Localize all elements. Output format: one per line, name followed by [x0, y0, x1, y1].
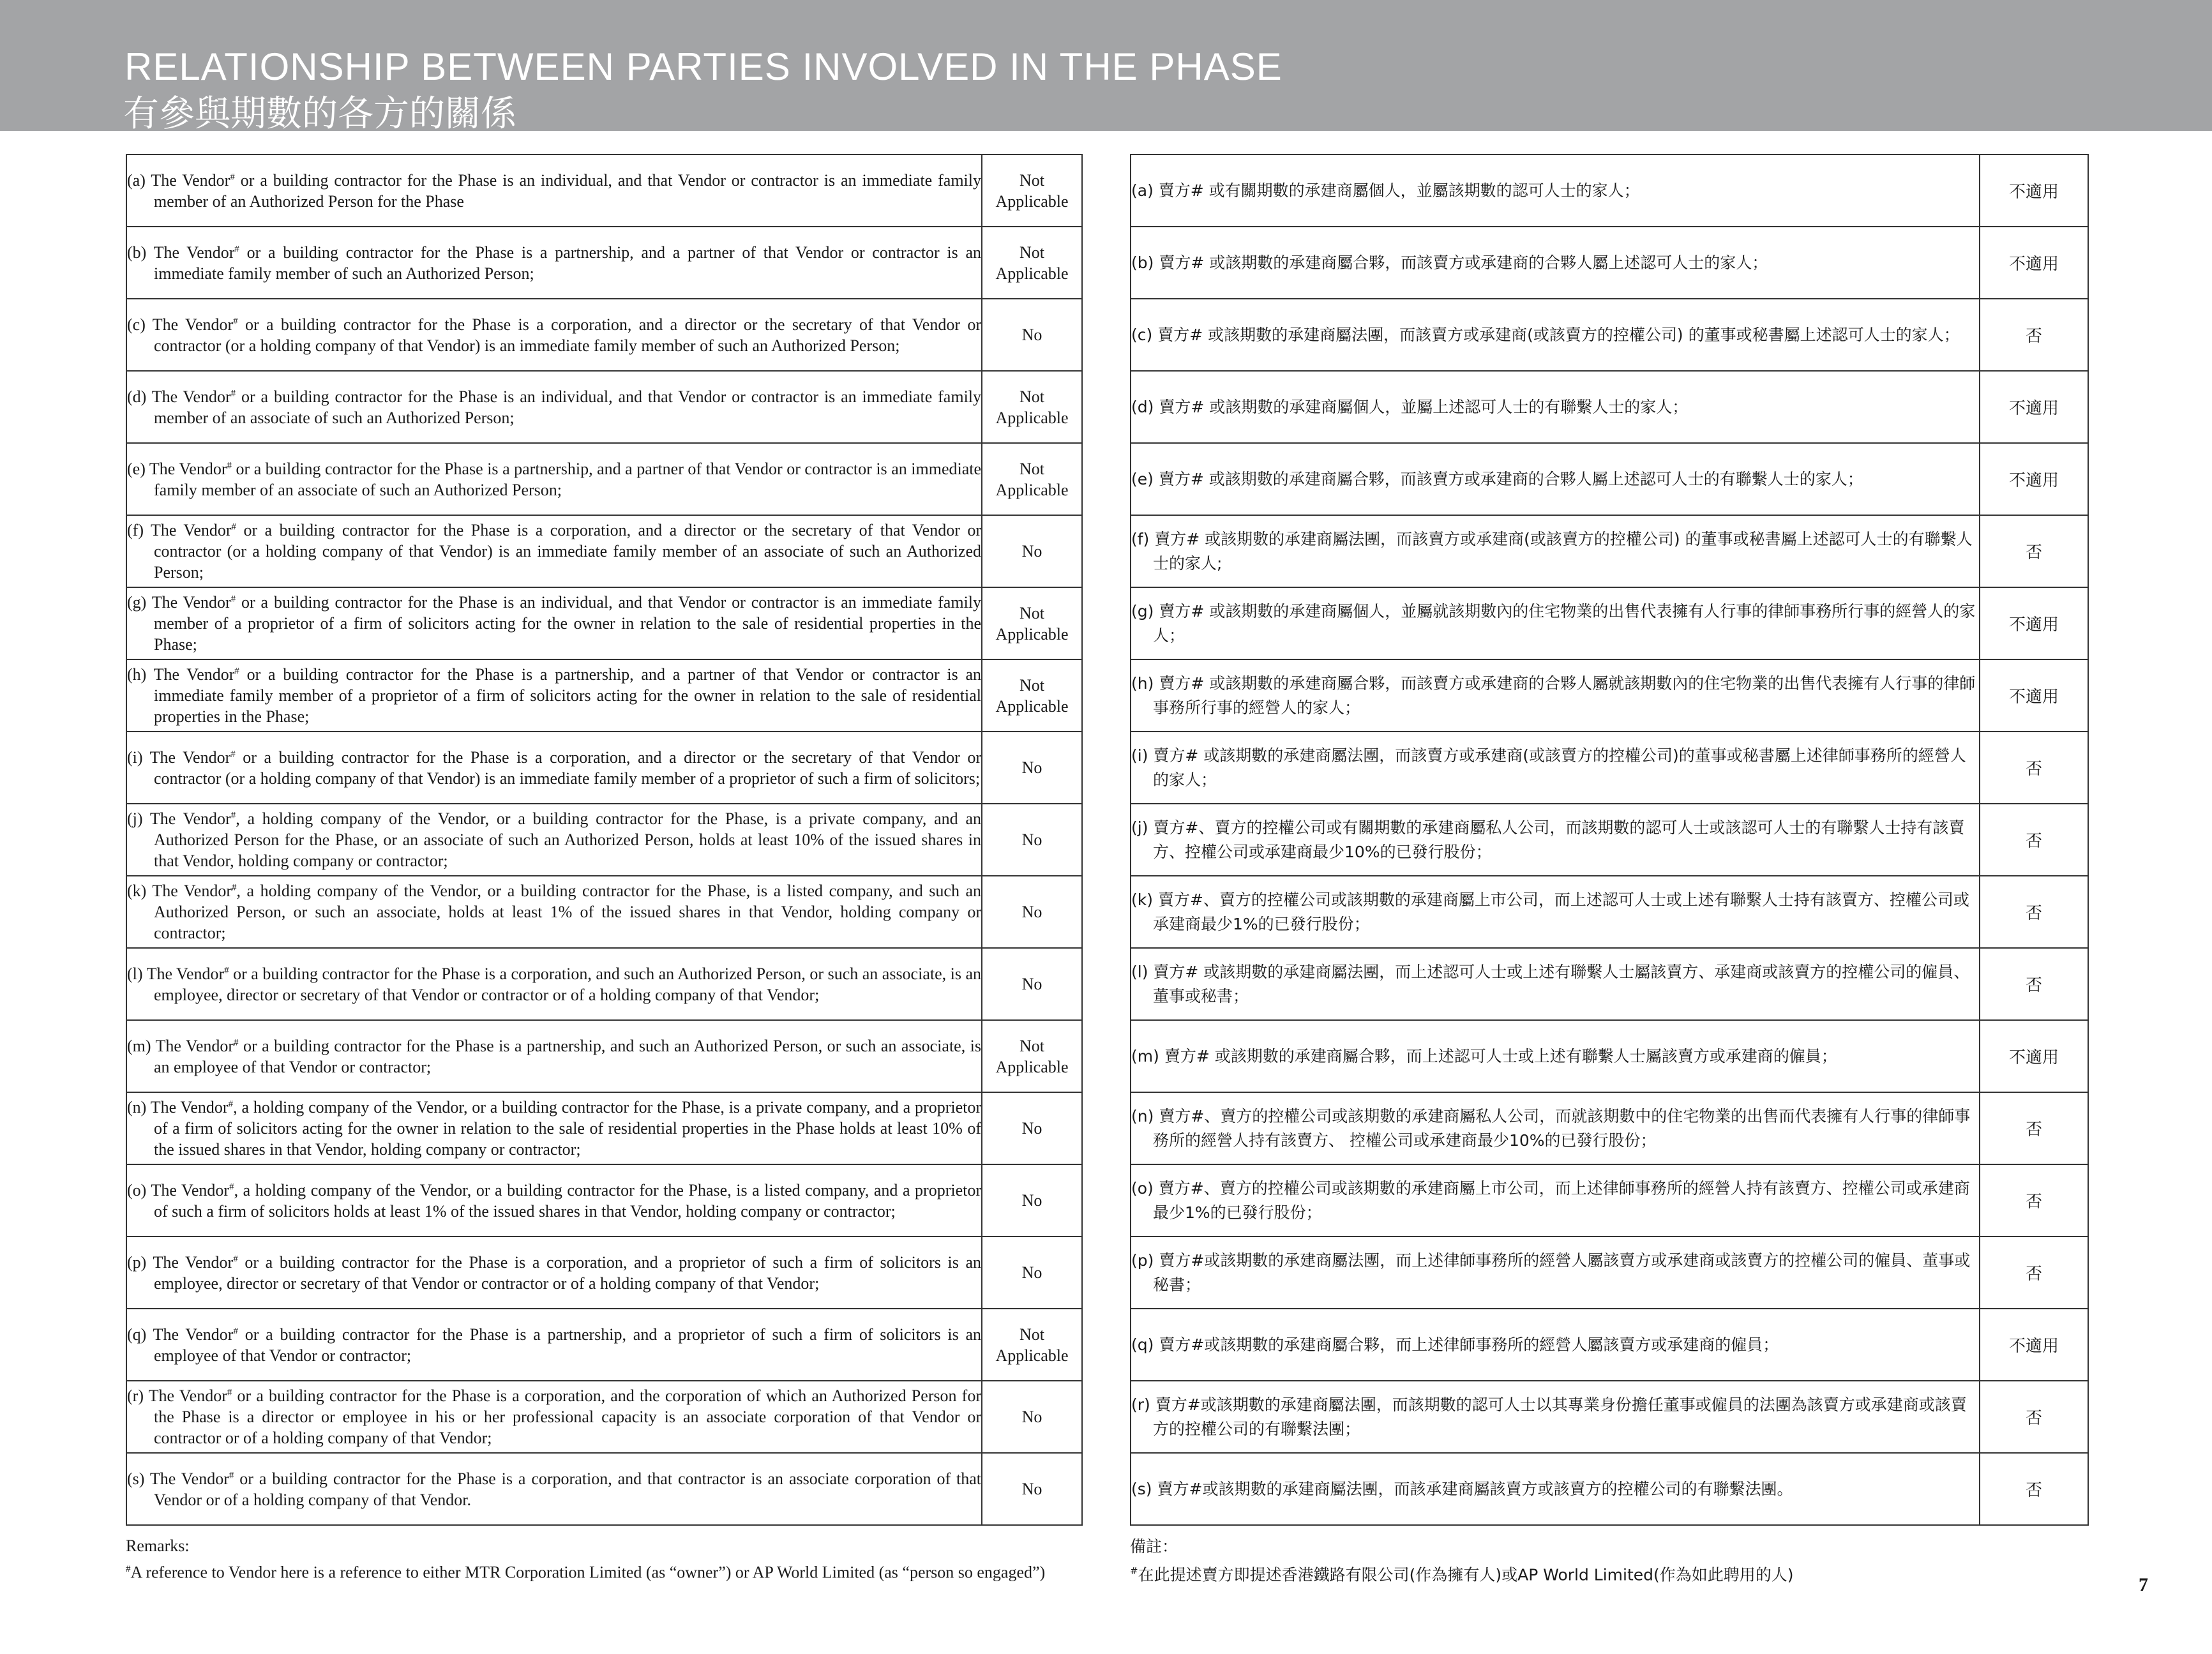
- row-label: (r): [127, 1387, 144, 1405]
- row-label: (o): [127, 1180, 147, 1199]
- row-item: [1131, 323, 1979, 347]
- row-text-start: The Vendor: [149, 809, 231, 828]
- table-row: [126, 948, 1082, 1020]
- row-text: 賣方# 或該期數的承建商屬合夥，而該賣方或承建商的合夥人屬上述認可人士的有聯繫人士的家人；: [1158, 469, 1863, 488]
- row-text-rest: , a holding company of the Vendor, or a building contractor for the Phase, is a private company, and an Authorized Person for the Phase, or an associate of such an Authorized Person, holds at least 10% of the issued shares in that Vendor, holding company or contractor;: [154, 809, 981, 870]
- row-answer: No: [982, 1381, 1082, 1453]
- row-item: [1131, 251, 1979, 275]
- row-item: [127, 747, 981, 789]
- table-row: [126, 1381, 1082, 1453]
- row-answer: No: [982, 1237, 1082, 1309]
- row-description: [126, 515, 982, 587]
- row-description: [1131, 659, 1980, 732]
- row-text-rest: or a building contractor for the Phase is a corporation, and that contractor is an associate corporation of that Vendor or of a holding company of that Vendor.: [154, 1469, 982, 1509]
- remarks-note-en-text: A reference to Vendor here is a reference to either MTR Corporation Limited (as “owner”) or AP World Limited (as “person so engaged”): [130, 1563, 1046, 1582]
- row-text-rest: , a holding company of the Vendor, or a building contractor for the Phase, is a private company, and a proprietor of a firm of solicitors acting for the owner in relation to the sale of residential properties in the Phase holds at least 10% of the issued shares in that Vendor, holding company or contractor;: [154, 1098, 981, 1159]
- row-label: (p): [1131, 1251, 1154, 1270]
- row-answer: Not Applicable: [982, 371, 1082, 443]
- row-label: (h): [1131, 673, 1154, 693]
- row-description: [1131, 1381, 1980, 1453]
- footnote-mark: #: [224, 965, 229, 975]
- row-text-start: The Vendor: [148, 1387, 227, 1405]
- remarks-note-en: [126, 1558, 1122, 1584]
- row-answer: 否: [1980, 515, 2088, 587]
- footnote-mark: #: [230, 171, 235, 182]
- header-banner: [0, 0, 2212, 135]
- footnote-mark: #: [126, 1564, 131, 1574]
- row-text: 賣方#或該期數的承建商屬法團，而上述律師事務所的經營人屬該賣方或承建商或該賣方的控權公司的僱員、董事或秘書；: [1153, 1251, 1971, 1294]
- row-description: [126, 154, 982, 227]
- table-row: [126, 1020, 1082, 1092]
- row-label: (d): [1131, 397, 1154, 416]
- row-label: (k): [1131, 890, 1153, 909]
- row-item: [1131, 672, 1979, 720]
- footnote-mark: #: [227, 460, 232, 470]
- row-description: [126, 1164, 982, 1237]
- row-answer: Not Applicable: [982, 659, 1082, 732]
- footnote-mark: #: [228, 1099, 234, 1109]
- row-label: (j): [127, 809, 143, 828]
- row-answer: 否: [1980, 1237, 2088, 1309]
- row-description: [1131, 1092, 1980, 1164]
- row-text-rest: , a holding company of the Vendor, or a building contractor for the Phase, is a listed company, and a proprietor of such a firm of solicitors holds at least 1% of the issued shares in that Vendor, holding company or contractor;: [154, 1180, 982, 1221]
- row-label: (q): [1131, 1335, 1154, 1354]
- row-text: 賣方#、賣方的控權公司或有關期數的承建商屬私人公司，而該期數的認可人士或該認可人士的有聯繫人士持有該賣方、控權公司或承建商最少10%的已發行股份；: [1153, 818, 1965, 861]
- chinese-relationship-table: [1130, 154, 2089, 1526]
- table-row: [1131, 1453, 2088, 1525]
- row-text-start: The Vendor: [153, 1325, 234, 1344]
- row-answer: 不適用: [1980, 371, 2088, 443]
- row-description: [126, 876, 982, 948]
- table-row: [1131, 732, 2088, 804]
- row-answer: 否: [1980, 876, 2088, 948]
- row-text-rest: or a building contractor for the Phase is a corporation, and such an Authorized Person, or such an associate, is an employee, director or secretary of that Vendor or contractor or of a holding company of that Vendor;: [154, 964, 982, 1004]
- table-row: [126, 443, 1082, 515]
- row-text-rest: or a building contractor for the Phase is an individual, and that Vendor or contractor is an immediate family member of an Authorized Person for the Phase: [154, 170, 982, 211]
- row-item: [1131, 467, 1979, 492]
- row-description: [1131, 1164, 1980, 1237]
- row-item: [1131, 744, 1979, 792]
- row-text-start: The Vendor: [151, 593, 231, 612]
- row-description: [1131, 948, 1980, 1020]
- row-item: [1131, 527, 1979, 576]
- row-text-rest: or a building contractor for the Phase is a partnership, and a proprietor of such a firm of solicitors is an employee of that Vendor or contractor;: [154, 1325, 982, 1365]
- row-label: (q): [127, 1325, 147, 1344]
- row-answer: Not Applicable: [982, 1020, 1082, 1092]
- row-answer: 否: [1980, 1453, 2088, 1525]
- table-row: [1131, 515, 2088, 587]
- table-row: [1131, 1020, 2088, 1092]
- row-answer: No: [982, 299, 1082, 371]
- row-label: (s): [127, 1469, 145, 1488]
- footnote-mark: #: [234, 666, 239, 677]
- row-answer: No: [982, 732, 1082, 804]
- remarks-note-zh-text: 在此提述賣方即提述香港鐵路有限公司(作為擁有人)或AP World Limited(作為如此聘用的人): [1138, 1565, 1794, 1584]
- row-item: [127, 1035, 981, 1078]
- row-label: (l): [127, 964, 143, 983]
- row-text-start: The Vendor: [151, 387, 231, 406]
- row-text: 賣方# 或該期數的承建商屬法團，而該賣方或承建商(或該賣方的控權公司)的董事或秘書屬上述律師事務所的經營人的家人；: [1153, 746, 1966, 789]
- table-row: [126, 1092, 1082, 1164]
- row-label: (i): [127, 748, 143, 767]
- table-row: [1131, 948, 2088, 1020]
- table-row: [1131, 154, 2088, 227]
- footnote-mark: #: [234, 243, 239, 254]
- row-label: (r): [1131, 1395, 1150, 1414]
- row-label: (m): [1131, 1046, 1159, 1065]
- row-description: [1131, 876, 1980, 948]
- table-row: [126, 227, 1082, 299]
- remarks-heading-zh: 備註：: [1130, 1537, 1178, 1556]
- table-row: [126, 1309, 1082, 1381]
- footnote-mark: #: [229, 1181, 234, 1192]
- row-item: [1131, 1393, 1979, 1441]
- row-label: (i): [1131, 746, 1148, 765]
- row-item: [127, 170, 981, 212]
- table-row: [1131, 1164, 2088, 1237]
- row-answer: No: [982, 515, 1082, 587]
- row-text-start: The Vendor: [149, 748, 231, 767]
- row-label: (j): [1131, 818, 1148, 837]
- row-text-rest: or a building contractor for the Phase is a corporation, and the corporation of which an Authorized Person for the Phase is a director or employee in his or her professional capacity is an associate corporation of that Vendor or contractor or of a holding company of that Vendor;: [154, 1387, 981, 1447]
- table-row: [126, 154, 1082, 227]
- row-answer: 否: [1980, 1381, 2088, 1453]
- footnote-mark: #: [231, 522, 237, 532]
- row-label: (a): [1131, 181, 1154, 200]
- footnote-mark: #: [230, 810, 236, 821]
- row-description: [126, 1453, 982, 1525]
- row-description: [126, 1237, 982, 1309]
- row-text: 賣方#、賣方的控權公司或該期數的承建商屬上市公司，而上述律師事務所的經營人持有該賣方、控權公司或承建商最少1%的已發行股份；: [1153, 1178, 1970, 1222]
- row-answer: 不適用: [1980, 154, 2088, 227]
- table-row: [1131, 1237, 2088, 1309]
- row-text-rest: or a building contractor for the Phase is a corporation, and a proprietor of such a firm of solicitors is an employee, director or secretary of that Vendor or contractor or of a holding company of that Vendor;: [154, 1252, 982, 1293]
- table-row: [1131, 299, 2088, 371]
- row-answer: Not Applicable: [982, 443, 1082, 515]
- row-answer: 不適用: [1980, 443, 2088, 515]
- row-answer: 不適用: [1980, 1020, 2088, 1092]
- row-description: [126, 804, 982, 876]
- remarks-en: [126, 1535, 1122, 1584]
- row-answer: No: [982, 1453, 1082, 1525]
- row-item: [127, 1097, 981, 1160]
- row-description: [126, 1092, 982, 1164]
- row-description: [1131, 299, 1980, 371]
- footnote-mark: #: [230, 748, 236, 759]
- row-text: 賣方# 或該期數的承建商屬法團，而該賣方或承建商(或該賣方的控權公司) 的董事或秘書屬上述認可人士的有聯繫人士的家人;: [1153, 529, 1973, 573]
- row-text-start: The Vendor: [149, 459, 227, 478]
- row-answer: 否: [1980, 804, 2088, 876]
- row-item: [1131, 1104, 1979, 1153]
- table-row: [1131, 876, 2088, 948]
- row-item: [127, 520, 981, 583]
- row-label: (b): [127, 243, 147, 262]
- remarks-heading-en: Remarks:: [126, 1537, 190, 1555]
- row-item: [1131, 1177, 1979, 1225]
- row-text: 賣方# 或該期數的承建商屬法團，而上述認可人士或上述有聯繫人士屬該賣方、承建商或該賣方的控權公司的僱員、董事或秘書；: [1153, 962, 1970, 1005]
- row-label: (g): [1131, 601, 1154, 620]
- table-row: [1131, 659, 2088, 732]
- table-row: [1131, 371, 2088, 443]
- row-text: 賣方# 或有關期數的承建商屬個人，並屬該期數的認可人士的家人；: [1158, 181, 1640, 200]
- row-answer: 否: [1980, 1092, 2088, 1164]
- row-text-rest: or a building contractor for the Phase is a corporation, and a director or the secretary of that Vendor or contractor (or a holding company of that Vendor) is an immediate family member of a proprietor of such a firm of solicitors;: [154, 748, 982, 788]
- row-description: [126, 659, 982, 732]
- table-row: [126, 659, 1082, 732]
- row-item: [127, 592, 981, 655]
- row-label: (m): [127, 1036, 151, 1055]
- row-description: [1131, 515, 1980, 587]
- row-text: 賣方#或該期數的承建商屬法團，而該期數的認可人士以其專業身份擔任董事或僱員的法團為該賣方或承建商或該賣方的控權公司的有聯繫法團；: [1153, 1395, 1967, 1438]
- row-answer: 不適用: [1980, 659, 2088, 732]
- row-label: (n): [127, 1098, 147, 1116]
- row-description: [126, 227, 982, 299]
- row-label: (s): [1131, 1479, 1152, 1498]
- row-text-start: The Vendor: [150, 1098, 229, 1116]
- row-label: (e): [1131, 469, 1154, 488]
- row-label: (e): [127, 459, 146, 478]
- table-row: [126, 876, 1082, 948]
- row-description: [1131, 1020, 1980, 1092]
- row-item: [127, 386, 981, 428]
- row-item: [1131, 960, 1979, 1009]
- row-item: [127, 314, 981, 356]
- remarks-zh: [1130, 1535, 2151, 1587]
- footnote-mark: #: [234, 1037, 239, 1048]
- row-text-start: The Vendor: [152, 882, 232, 900]
- row-answer: 否: [1980, 299, 2088, 371]
- row-answer: 否: [1980, 1164, 2088, 1237]
- row-text: 賣方#、賣方的控權公司或該期數的承建商屬私人公司，而就該期數中的住宅物業的出售而代表擁有人行事的律師事務所的經營人持有該賣方、 控權公司或承建商最少10%的已發行股份；: [1153, 1106, 1971, 1150]
- row-item: [1131, 179, 1979, 203]
- row-text-start: The Vendor: [151, 1180, 230, 1199]
- row-description: [126, 948, 982, 1020]
- remarks-note-zh: [1130, 1559, 2151, 1587]
- row-label: (n): [1131, 1106, 1154, 1125]
- row-text-start: The Vendor: [153, 243, 235, 262]
- row-text-start: The Vendor: [149, 1469, 229, 1488]
- row-text-rest: or a building contractor for the Phase is a corporation, and a director or the secretary of that Vendor or contractor (or a holding company of that Vendor) is an immediate family member of such an Authorized Person;: [154, 315, 982, 355]
- row-item: [127, 963, 981, 1005]
- row-answer: No: [982, 1092, 1082, 1164]
- row-label: (a): [127, 170, 146, 190]
- page-title-en: RELATIONSHIP BETWEEN PARTIES INVOLVED IN THE PHASE: [124, 45, 1283, 88]
- table-row: [1131, 1309, 2088, 1381]
- row-label: (c): [1131, 325, 1153, 344]
- row-text: 賣方#或該期數的承建商屬法團，而該承建商屬該賣方或該賣方的控權公司的有聯繫法團。: [1157, 1479, 1793, 1498]
- row-label: (l): [1131, 962, 1148, 981]
- row-item: [127, 1468, 981, 1510]
- row-answer: No: [982, 948, 1082, 1020]
- footnote-mark: #: [227, 1387, 232, 1398]
- row-label: (p): [127, 1252, 147, 1272]
- row-item: [1131, 395, 1979, 419]
- row-answer: Not Applicable: [982, 227, 1082, 299]
- table-row: [1131, 587, 2088, 659]
- row-text-start: The Vendor: [155, 1036, 234, 1055]
- row-item: [127, 1252, 981, 1294]
- row-item: [127, 808, 981, 871]
- row-text: 賣方# 或該期數的承建商屬法團，而該賣方或承建商(或該賣方的控權公司) 的董事或秘書屬上述認可人士的家人；: [1157, 325, 1960, 344]
- row-item: [127, 664, 981, 727]
- footnote-mark: #: [233, 1325, 238, 1336]
- row-answer: 否: [1980, 948, 2088, 1020]
- row-label: (k): [127, 882, 147, 900]
- footnote-mark: #: [230, 387, 236, 398]
- row-label: (d): [127, 387, 147, 406]
- row-description: [126, 299, 982, 371]
- row-label: (o): [1131, 1178, 1154, 1198]
- row-text: 賣方#或該期數的承建商屬合夥，而上述律師事務所的經營人屬該賣方或承建商的僱員；: [1159, 1335, 1779, 1354]
- table-row: [126, 1164, 1082, 1237]
- row-answer: 否: [1980, 732, 2088, 804]
- row-label: (b): [1131, 253, 1154, 272]
- table-row: [126, 804, 1082, 876]
- row-text-rest: or a building contractor for the Phase is an individual, and that Vendor or contractor is an immediate family member of a proprietor of a firm of solicitors acting for the owner in relation to the sale of residential properties in the Phase;: [154, 593, 982, 654]
- table-row: [126, 1453, 1082, 1525]
- row-description: [1131, 1309, 1980, 1381]
- row-description: [1131, 732, 1980, 804]
- table-row: [126, 1237, 1082, 1309]
- row-description: [126, 732, 982, 804]
- row-description: [126, 587, 982, 659]
- row-description: [126, 443, 982, 515]
- row-answer: No: [982, 804, 1082, 876]
- row-answer: Not Applicable: [982, 154, 1082, 227]
- footnote-mark: #: [232, 882, 237, 893]
- row-text: 賣方# 或該期數的承建商屬合夥，而該賣方或承建商的合夥人屬就該期數內的住宅物業的出售代表擁有人行事的律師事務所行事的經營人的家人；: [1153, 673, 1976, 717]
- row-label: (f): [127, 521, 144, 539]
- row-description: [1131, 371, 1980, 443]
- row-text-rest: or a building contractor for the Phase is a partnership, and a partner of that Vendor or contractor is an immediate family member of such an Authorized Person;: [154, 243, 982, 283]
- row-text: 賣方# 或該期數的承建商屬個人，並屬就該期數內的住宅物業的出售代表擁有人行事的律師事務所行事的經營人的家人；: [1153, 601, 1976, 645]
- row-label: (c): [127, 315, 146, 334]
- row-answer: No: [982, 1164, 1082, 1237]
- table-row: [126, 299, 1082, 371]
- row-item: [127, 242, 981, 284]
- english-relationship-table: [126, 154, 1083, 1526]
- page-title-zh: 有參與期數的各方的關係: [123, 93, 516, 135]
- row-description: [126, 1381, 982, 1453]
- row-text-start: The Vendor: [151, 521, 232, 539]
- footnote-mark: #: [233, 1253, 238, 1264]
- row-description: [1131, 804, 1980, 876]
- row-item: [1131, 1044, 1979, 1069]
- table-row: [1131, 227, 2088, 299]
- table-row: [126, 587, 1082, 659]
- row-answer: 不適用: [1980, 587, 2088, 659]
- row-text-rest: or a building contractor for the Phase is an individual, and that Vendor or contractor is an immediate family member of an associate of such an Authorized Person;: [154, 387, 982, 427]
- footnote-mark: #: [230, 594, 236, 605]
- row-label: (g): [127, 593, 147, 612]
- row-description: [126, 1020, 982, 1092]
- row-description: [1131, 154, 1980, 227]
- row-text-rest: or a building contractor for the Phase is a partnership, and a partner of that Vendor or contractor is an immediate family member of a proprietor of a firm of solicitors acting for the owner in relation to the sale of residential properties in the Phase;: [154, 665, 982, 726]
- row-item: [1131, 816, 1979, 864]
- row-text-rest: or a building contractor for the Phase is a partnership, and a partner of that Vendor or contractor is an immediate family member of an associate of such an Authorized Person;: [154, 459, 982, 499]
- row-label: (h): [127, 665, 147, 684]
- row-item: [127, 1385, 981, 1448]
- row-answer: Not Applicable: [982, 587, 1082, 659]
- row-text-start: The Vendor: [153, 665, 235, 684]
- row-text-rest: or a building contractor for the Phase is a partnership, and such an Authorized Person, or such an associate, is an employee of that Vendor or contractor;: [154, 1036, 981, 1076]
- row-text-start: The Vendor: [151, 170, 230, 190]
- row-description: [1131, 443, 1980, 515]
- table-row: [126, 371, 1082, 443]
- row-item: [1131, 1477, 1979, 1501]
- row-text-rest: , a holding company of the Vendor, or a building contractor for the Phase, is a listed company, and such an Authorized Person, or such an associate, holds at least 1% of the issued shares in that Vendor, holding company or contractor;: [154, 882, 982, 942]
- table-row: [1131, 1092, 2088, 1164]
- row-answer: No: [982, 876, 1082, 948]
- row-description: [1131, 1453, 1980, 1525]
- row-description: [126, 371, 982, 443]
- row-item: [1131, 1249, 1979, 1297]
- row-answer: 不適用: [1980, 227, 2088, 299]
- row-description: [126, 1309, 982, 1381]
- row-text: 賣方# 或該期數的承建商屬個人，並屬上述認可人士的有聯繫人士的家人；: [1159, 397, 1689, 416]
- table-row: [126, 515, 1082, 587]
- row-item: [127, 1324, 981, 1366]
- table-row: [1131, 804, 2088, 876]
- page-number: 7: [2139, 1574, 2148, 1595]
- row-text-start: The Vendor: [152, 315, 234, 334]
- table-row: [126, 732, 1082, 804]
- row-text: 賣方# 或該期數的承建商屬合夥，而上述認可人士或上述有聯繫人士屬該賣方或承建商的僱員；: [1164, 1046, 1837, 1065]
- row-description: [1131, 227, 1980, 299]
- row-item: [1131, 1333, 1979, 1357]
- row-text-rest: or a building contractor for the Phase is a corporation, and a director or the secretary of that Vendor or contractor (or a holding company of that Vendor) is an immediate family member of an associate of such an Authorized Person;: [154, 521, 981, 582]
- row-description: [1131, 1237, 1980, 1309]
- footnote-mark: #: [229, 1470, 234, 1480]
- footnote-mark: #: [233, 315, 238, 326]
- row-item: [1131, 599, 1979, 648]
- row-text-start: The Vendor: [153, 1252, 234, 1272]
- row-item: [127, 1180, 981, 1222]
- row-text-start: The Vendor: [146, 964, 225, 983]
- row-label: (f): [1131, 529, 1150, 548]
- row-item: [127, 880, 981, 944]
- row-text: 賣方# 或該期數的承建商屬合夥，而該賣方或承建商的合夥人屬上述認可人士的家人；: [1159, 253, 1768, 272]
- row-description: [1131, 587, 1980, 659]
- table-row: [1131, 1381, 2088, 1453]
- row-item: [127, 458, 981, 500]
- row-answer: 不適用: [1980, 1309, 2088, 1381]
- table-row: [1131, 443, 2088, 515]
- row-answer: Not Applicable: [982, 1309, 1082, 1381]
- footnote-mark: #: [1130, 1565, 1138, 1577]
- row-item: [1131, 888, 1979, 936]
- row-text: 賣方#、賣方的控權公司或該期數的承建商屬上市公司，而上述認可人士或上述有聯繫人士持有該賣方、控權公司或承建商最少1%的已發行股份；: [1153, 890, 1969, 933]
